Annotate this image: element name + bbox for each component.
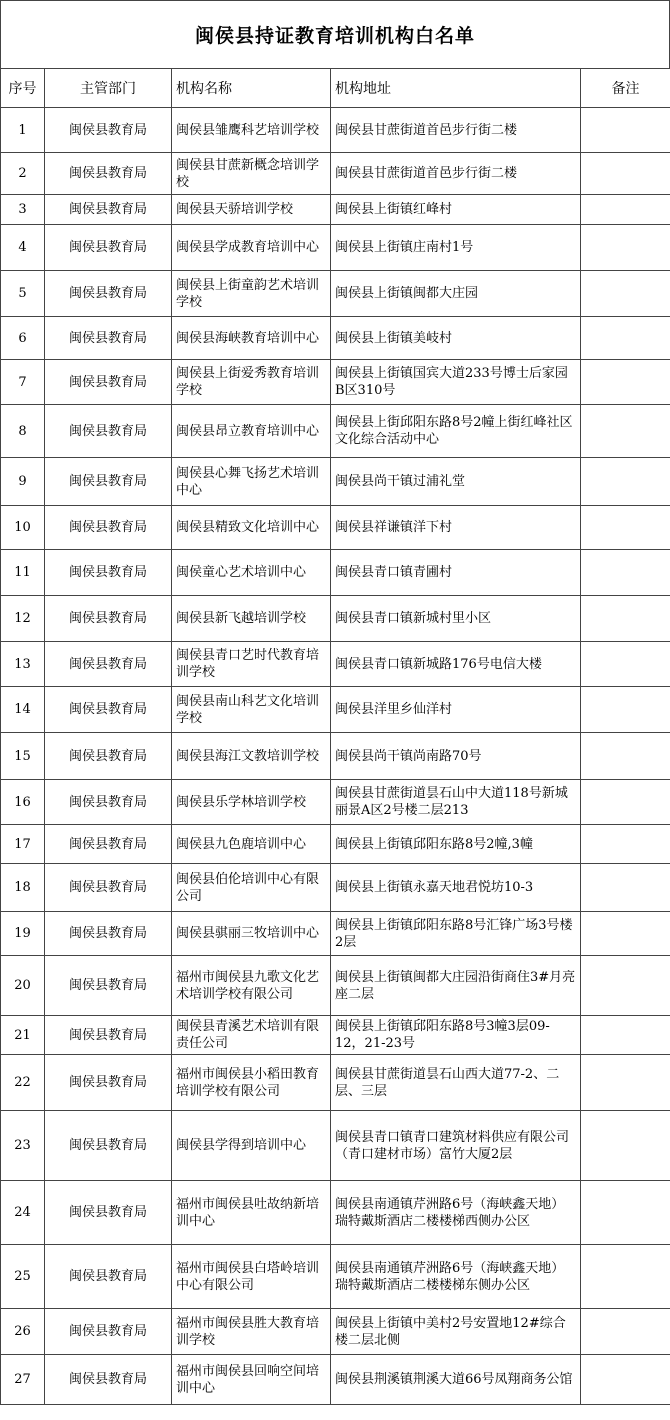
table-row [1,825,670,864]
cell-name: 福州市闽侯县九歌文化艺术培训学校有限公司 [172,956,331,1016]
cell-dept: 闽侯县教育局 [45,550,172,596]
table-row [1,225,670,271]
cell-dept: 闽侯县教育局 [45,825,172,864]
table-row [1,550,670,596]
cell-seq: 20 [1,956,45,1016]
institution-table [0,68,670,1405]
table-body [1,108,670,1405]
cell-seq: 17 [1,825,45,864]
cell-note [581,360,670,405]
cell-dept: 闽侯县教育局 [45,642,172,687]
cell-address: 闽侯县尚干镇过浦礼堂 [331,458,581,506]
cell-dept: 闽侯县教育局 [45,780,172,825]
cell-name: 福州市闽侯县白塔岭培训中心有限公司 [172,1245,331,1309]
cell-note [581,195,670,225]
cell-name: 福州市闽侯县吐故纳新培训中心 [172,1181,331,1245]
cell-dept: 闽侯县教育局 [45,360,172,405]
cell-name: 闽侯县青溪艺术培训有限责任公司 [172,1016,331,1055]
table-row [1,1181,670,1245]
cell-seq: 25 [1,1245,45,1309]
cell-seq: 3 [1,195,45,225]
cell-address: 闽侯县青口镇新城村里小区 [331,596,581,642]
cell-address: 闽侯县上街镇庄南村1号 [331,225,581,271]
cell-address: 闽侯县甘蔗街道首邑步行街二楼 [331,108,581,153]
cell-note [581,1245,670,1309]
cell-seq: 27 [1,1355,45,1405]
cell-note [581,1355,670,1405]
cell-seq: 10 [1,506,45,550]
cell-name: 闽侯县新飞越培训学校 [172,596,331,642]
cell-name: 闽侯县伯伦培训中心有限公司 [172,864,331,912]
cell-note [581,687,670,733]
cell-seq: 21 [1,1016,45,1055]
table-row [1,506,670,550]
table-row [1,317,670,360]
cell-dept: 闽侯县教育局 [45,1181,172,1245]
table-row [1,108,670,153]
header-note: 备注 [581,69,670,108]
table-header-row [1,69,670,108]
header-dept: 主管部门 [45,69,172,108]
cell-dept: 闽侯县教育局 [45,1016,172,1055]
table-row [1,733,670,780]
header-name: 机构名称 [172,69,331,108]
cell-seq: 1 [1,108,45,153]
cell-dept: 闽侯县教育局 [45,225,172,271]
cell-seq: 4 [1,225,45,271]
cell-note [581,317,670,360]
cell-seq: 22 [1,1055,45,1111]
cell-seq: 7 [1,360,45,405]
table-row [1,912,670,956]
cell-note [581,271,670,317]
cell-note [581,153,670,195]
cell-dept: 闽侯县教育局 [45,733,172,780]
cell-seq: 13 [1,642,45,687]
table-row [1,780,670,825]
cell-dept: 闽侯县教育局 [45,956,172,1016]
cell-dept: 闽侯县教育局 [45,405,172,458]
cell-address: 闽侯县上街镇中美村2号安置地12#综合楼二层北侧 [331,1309,581,1355]
cell-name: 闽侯县上街童韵艺术培训学校 [172,271,331,317]
cell-address: 闽侯县上街镇邱阳东路8号汇锋广场3号楼2层 [331,912,581,956]
cell-note [581,642,670,687]
cell-address: 闽侯县上街镇永嘉天地君悦坊10-3 [331,864,581,912]
cell-seq: 5 [1,271,45,317]
table-row [1,1016,670,1055]
cell-seq: 6 [1,317,45,360]
table-row [1,153,670,195]
cell-address: 闽侯县南通镇芹洲路6号（海峡鑫天地）瑞特戴斯酒店二楼楼梯西侧办公区 [331,1181,581,1245]
cell-note [581,1309,670,1355]
header-seq: 序号 [1,69,45,108]
cell-note [581,912,670,956]
table-row [1,1245,670,1309]
cell-address: 闽侯县洋里乡仙洋村 [331,687,581,733]
table-row [1,1111,670,1181]
cell-dept: 闽侯县教育局 [45,108,172,153]
table-row [1,458,670,506]
table-row [1,1309,670,1355]
table-row [1,360,670,405]
cell-seq: 9 [1,458,45,506]
cell-dept: 闽侯县教育局 [45,1355,172,1405]
table-row [1,596,670,642]
cell-address: 闽侯县甘蔗街道首邑步行街二楼 [331,153,581,195]
cell-note [581,458,670,506]
cell-dept: 闽侯县教育局 [45,1111,172,1181]
cell-name: 闽侯县甘蔗新概念培训学校 [172,153,331,195]
cell-address: 闽侯县上街镇闽都大庄园沿街商住3#月亮座二层 [331,956,581,1016]
cell-seq: 14 [1,687,45,733]
table-row [1,405,670,458]
cell-seq: 15 [1,733,45,780]
cell-dept: 闽侯县教育局 [45,864,172,912]
cell-address: 闽侯县上街镇国宾大道233号博士后家园B区310号 [331,360,581,405]
cell-seq: 12 [1,596,45,642]
table-row [1,195,670,225]
cell-dept: 闽侯县教育局 [45,195,172,225]
cell-address: 闽侯县上街镇闽都大庄园 [331,271,581,317]
cell-dept: 闽侯县教育局 [45,153,172,195]
cell-name: 闽侯县乐学林培训学校 [172,780,331,825]
header-address: 机构地址 [331,69,581,108]
cell-dept: 闽侯县教育局 [45,506,172,550]
cell-note [581,1055,670,1111]
cell-dept: 闽侯县教育局 [45,317,172,360]
cell-address: 闽侯县祥谦镇洋下村 [331,506,581,550]
cell-name: 福州市闽侯县胜大教育培训学校 [172,1309,331,1355]
cell-name: 闽侯县九色鹿培训中心 [172,825,331,864]
cell-note [581,1181,670,1245]
cell-name: 闽侯县雏鹰科艺培训学校 [172,108,331,153]
cell-note [581,1111,670,1181]
page-title: 闽侯县持证教育培训机构白名单 [0,0,670,68]
cell-address: 闽侯县甘蔗街道昙石山西大道77-2、二层、三层 [331,1055,581,1111]
cell-note [581,596,670,642]
table-row [1,687,670,733]
cell-name: 闽侯县骐丽三牧培训中心 [172,912,331,956]
cell-note [581,108,670,153]
cell-name: 闽侯县天骄培训学校 [172,195,331,225]
cell-address: 闽侯县尚干镇尚南路70号 [331,733,581,780]
cell-note [581,864,670,912]
cell-dept: 闽侯县教育局 [45,1245,172,1309]
cell-seq: 26 [1,1309,45,1355]
cell-dept: 闽侯县教育局 [45,596,172,642]
cell-seq: 2 [1,153,45,195]
cell-seq: 19 [1,912,45,956]
table-row [1,1055,670,1111]
cell-note [581,405,670,458]
table-row [1,864,670,912]
cell-address: 闽侯县青口镇青圃村 [331,550,581,596]
cell-name: 闽侯县学得到培训中心 [172,1111,331,1181]
table-row [1,1355,670,1405]
cell-name: 闽侯县精致文化培训中心 [172,506,331,550]
cell-note [581,225,670,271]
cell-note [581,550,670,596]
cell-dept: 闽侯县教育局 [45,687,172,733]
cell-name: 闽侯县南山科艺文化培训学校 [172,687,331,733]
cell-note [581,1016,670,1055]
cell-address: 闽侯县青口镇新城路176号电信大楼 [331,642,581,687]
cell-address: 闽侯县上街邱阳东路8号2幢上街红峰社区文化综合活动中心 [331,405,581,458]
cell-address: 闽侯县荆溪镇荆溪大道66号凤翔商务公馆 [331,1355,581,1405]
cell-dept: 闽侯县教育局 [45,912,172,956]
cell-name: 闽侯县上街爱秀教育培训学校 [172,360,331,405]
cell-seq: 23 [1,1111,45,1181]
cell-address: 闽侯县上街镇邱阳东路8号2幢,3幢 [331,825,581,864]
cell-dept: 闽侯县教育局 [45,1055,172,1111]
cell-name: 福州市闽侯县小稻田教育培训学校有限公司 [172,1055,331,1111]
cell-note [581,956,670,1016]
cell-address: 闽侯县甘蔗街道昙石山中大道118号新城丽景A区2号楼二层213 [331,780,581,825]
cell-name: 闽侯县心舞飞扬艺术培训中心 [172,458,331,506]
cell-name: 闽侯童心艺术培训中心 [172,550,331,596]
cell-address: 闽侯县青口镇青口建筑材料供应有限公司（青口建材市场）富竹大厦2层 [331,1111,581,1181]
cell-name: 闽侯县昂立教育培训中心 [172,405,331,458]
table-row [1,271,670,317]
cell-seq: 16 [1,780,45,825]
cell-seq: 24 [1,1181,45,1245]
cell-note [581,825,670,864]
cell-address: 闽侯县上街镇红峰村 [331,195,581,225]
cell-name: 闽侯县学成教育培训中心 [172,225,331,271]
cell-seq: 11 [1,550,45,596]
cell-address: 闽侯县南通镇芹洲路6号（海峡鑫天地）瑞特戴斯酒店二楼楼梯东侧办公区 [331,1245,581,1309]
cell-dept: 闽侯县教育局 [45,271,172,317]
cell-seq: 18 [1,864,45,912]
table-row [1,642,670,687]
table-row [1,956,670,1016]
cell-address: 闽侯县上街镇美岐村 [331,317,581,360]
cell-note [581,506,670,550]
cell-name: 闽侯县海峡教育培训中心 [172,317,331,360]
cell-dept: 闽侯县教育局 [45,1309,172,1355]
cell-name: 福州市闽侯县回响空间培训中心 [172,1355,331,1405]
cell-note [581,733,670,780]
cell-name: 闽侯县青口艺时代教育培训学校 [172,642,331,687]
cell-seq: 8 [1,405,45,458]
cell-address: 闽侯县上街镇邱阳东路8号3幢3层09-12，21-23号 [331,1016,581,1055]
cell-name: 闽侯县海江文教培训学校 [172,733,331,780]
cell-dept: 闽侯县教育局 [45,458,172,506]
cell-note [581,780,670,825]
